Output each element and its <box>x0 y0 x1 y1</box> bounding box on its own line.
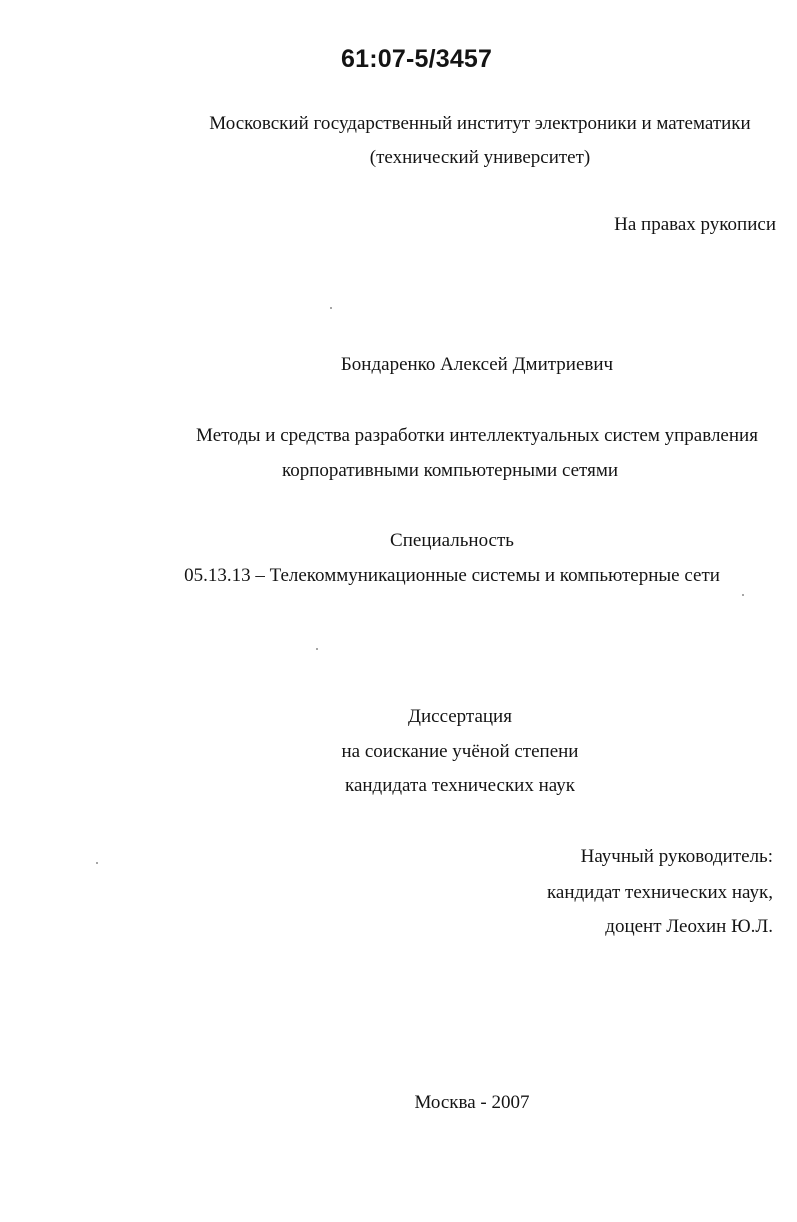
supervisor-degree: кандидат технических наук, <box>546 882 773 903</box>
specialty-label: Специальность <box>390 530 514 551</box>
author-name: Бондаренко Алексей Дмитриевич <box>340 354 614 375</box>
specialty-value: 05.13.13 – Телекоммуникационные системы и компьютерные сети <box>184 565 720 586</box>
dissertation-title-line-1: Методы и средства разработки интеллектуальных систем управления <box>196 425 758 446</box>
archive-code: 61:07-5/3457 <box>341 45 493 73</box>
city-year: Москва - 2007 <box>414 1092 530 1113</box>
degree-line-1: Диссертация <box>408 706 512 727</box>
scan-speck <box>330 307 332 309</box>
scan-speck <box>742 594 744 596</box>
institution-subtitle: (технический университет) <box>369 147 591 168</box>
scan-speck <box>316 648 318 650</box>
supervisor-name: доцент Леохин Ю.Л. <box>605 916 773 937</box>
manuscript-rights: На правах рукописи <box>614 214 776 235</box>
degree-line-3: кандидата технических наук <box>345 775 575 796</box>
dissertation-title-line-2: корпоративными компьютерными сетями <box>281 460 619 481</box>
supervisor-label: Научный руководитель: <box>580 846 773 867</box>
institution-name: Московский государственный институт электроники и математики <box>209 113 751 134</box>
scan-speck <box>96 862 98 864</box>
degree-line-2: на соискание учёной степени <box>341 741 579 762</box>
